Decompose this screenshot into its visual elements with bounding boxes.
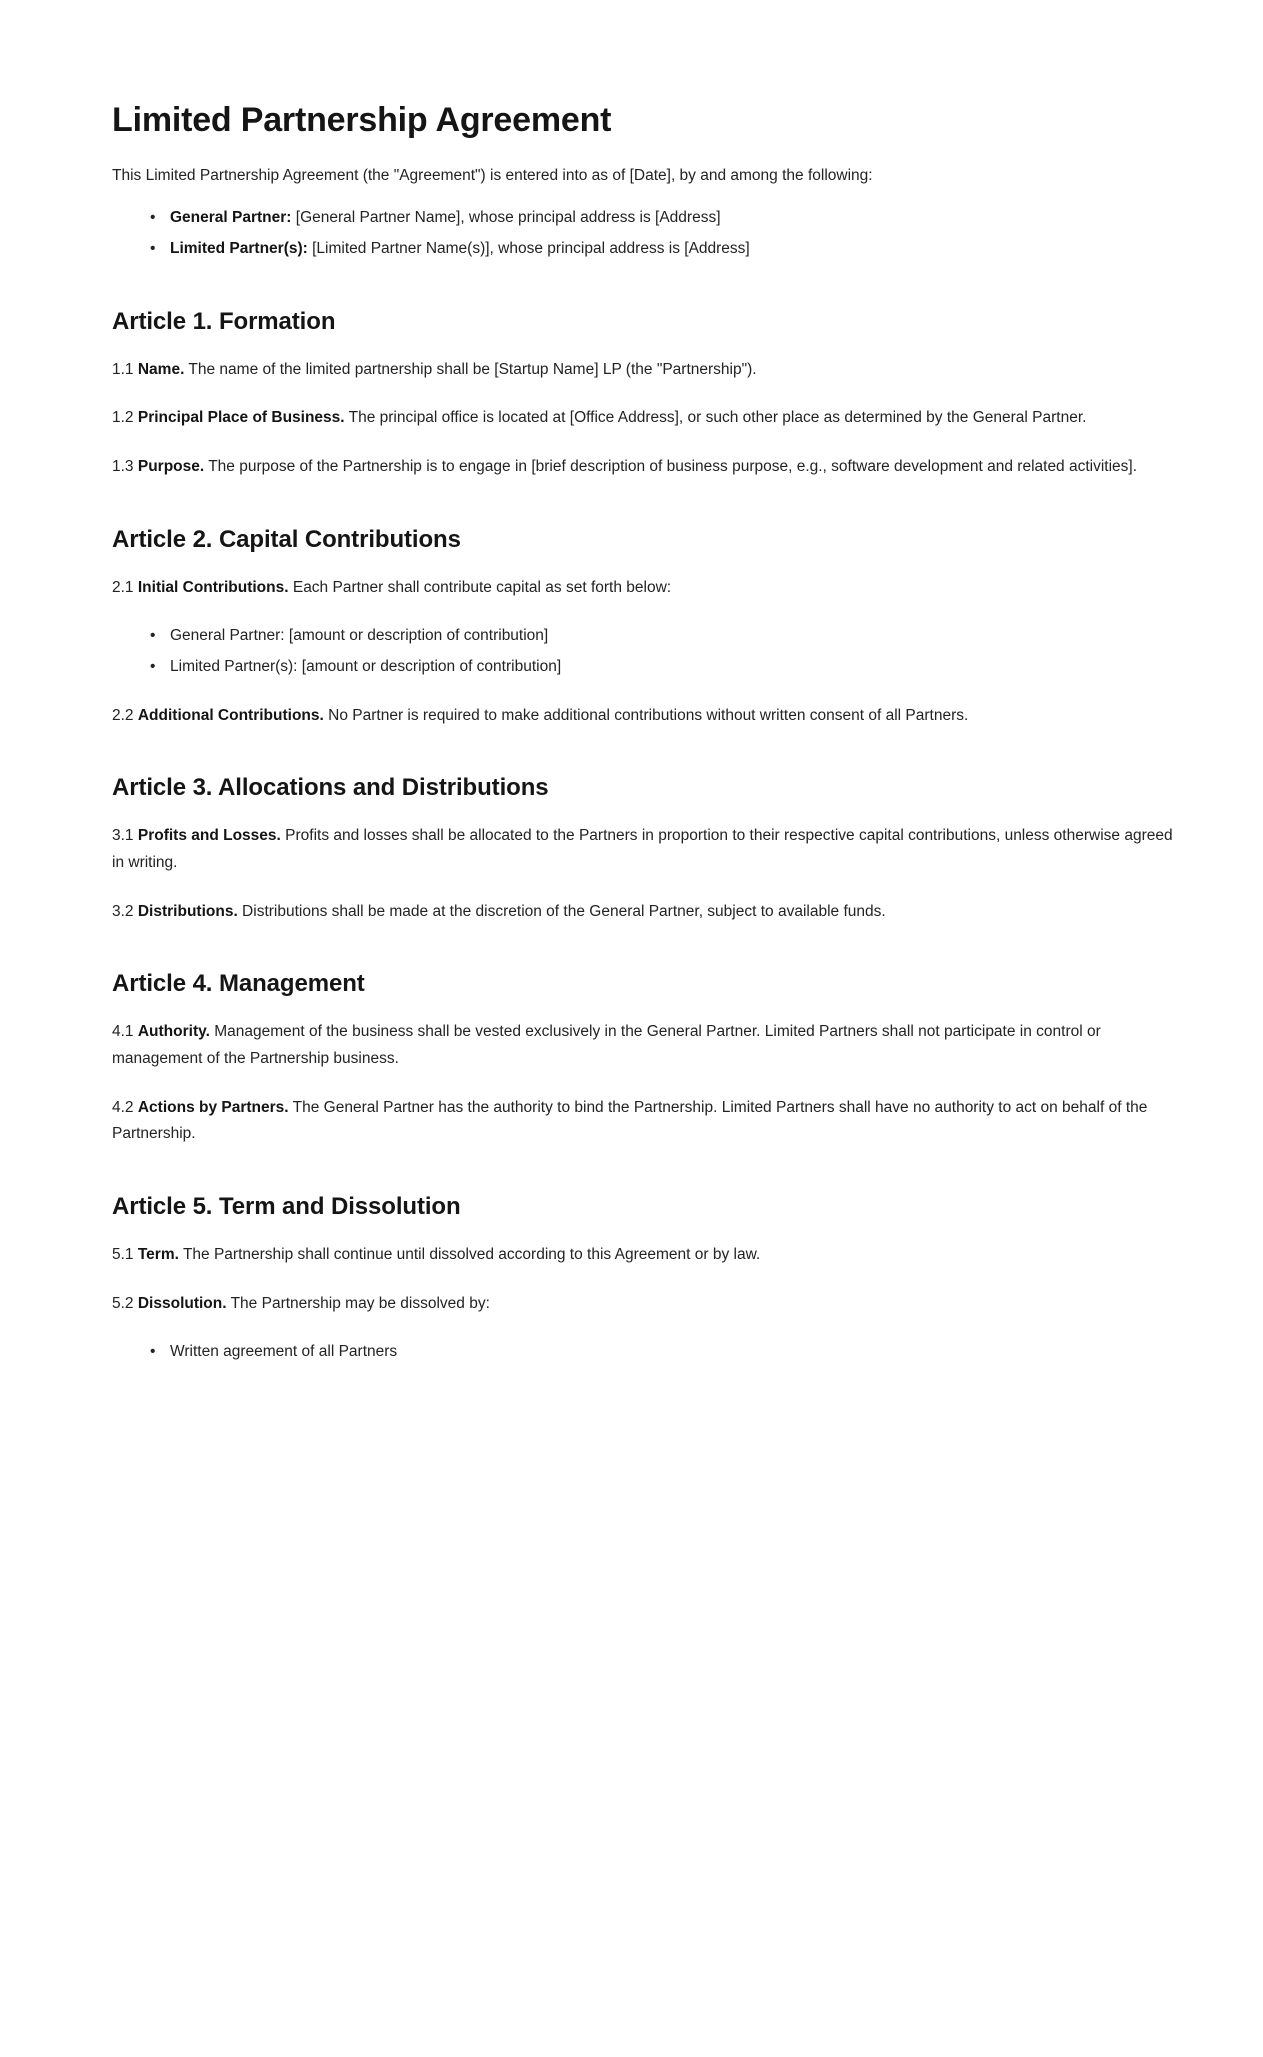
section-label: Profits and Losses. <box>137 827 281 845</box>
section-label: Principal Place of Business. <box>137 409 345 427</box>
contributions-list <box>112 623 1175 680</box>
section-text: The Partnership may be dissolved by: <box>226 1294 490 1312</box>
section-label: Dissolution. <box>137 1294 227 1312</box>
section-label: Purpose. <box>137 458 205 476</box>
document-body <box>112 100 1175 1366</box>
section-number: 5.2 <box>112 1294 138 1312</box>
section-number: 2.1 <box>112 578 138 596</box>
section-label: Term. <box>137 1245 179 1263</box>
intro-paragraph: This Limited Partnership Agreement (the "Agreement") is entered into as of [Date], by and among the following: <box>112 166 873 184</box>
section-text: Each Partner shall contribute capital as set forth below: <box>288 578 672 596</box>
section-text: Profits and losses shall be allocated to the Partners in proportion to their respective capital contributions, unless otherwise agreed in writing. <box>112 827 1173 872</box>
list-item: • Written agreement of all Partners <box>170 1339 1175 1366</box>
page-title: Limited Partnership Agreement <box>112 101 612 139</box>
section-4-2 <box>112 1095 1175 1148</box>
section-text: The purpose of the Partnership is to engage in [brief description of business purpose, e.g., software development and related activities]. <box>204 458 1138 476</box>
section-number: 5.1 <box>112 1245 138 1263</box>
section-label: Distributions. <box>137 902 238 920</box>
section-text: The name of the limited partnership shall be [Startup Name] LP (the "Partnership"). <box>184 360 757 378</box>
section-number: 3.1 <box>112 827 138 845</box>
party-label: General Partner: <box>170 209 292 227</box>
section-text: Distributions shall be made at the discretion of the General Partner, subject to available funds. <box>237 902 886 920</box>
article-heading-4: Article 4. Management <box>112 970 365 998</box>
section-number: 1.1 <box>112 360 138 378</box>
section-5-2 <box>112 1291 1175 1318</box>
list-item <box>170 236 1175 263</box>
section-text: No Partner is required to make additional contributions without written consent of all Partners. <box>323 706 969 724</box>
section-1-2 <box>112 405 1175 432</box>
section-3-2 <box>112 899 1175 926</box>
article-heading-3: Article 3. Allocations and Distributions <box>112 774 549 802</box>
section-label: Actions by Partners. <box>137 1098 289 1116</box>
section-number: 1.3 <box>112 458 138 476</box>
section-number: 4.2 <box>112 1098 138 1116</box>
article-heading-1: Article 1. Formation <box>112 307 336 335</box>
party-label: Limited Partner(s): <box>170 240 308 258</box>
section-text: The Partnership shall continue until dissolved according to this Agreement or by law. <box>178 1245 761 1263</box>
section-label: Initial Contributions. <box>137 578 289 596</box>
section-text: Management of the business shall be vested exclusively in the General Partner. Limited Partners shall not participate in control or management of the Partnership business. <box>112 1023 1101 1067</box>
section-number: 1.2 <box>112 409 138 427</box>
section-1-3 <box>112 454 1175 481</box>
section-number: 2.2 <box>112 706 138 724</box>
section-5-1 <box>112 1242 1175 1269</box>
article-heading-5: Article 5. Term and Dissolution <box>112 1192 461 1220</box>
section-2-1 <box>112 575 1175 602</box>
party-text: [General Partner Name], whose principal address is [Address] <box>291 209 721 227</box>
section-3-1 <box>112 823 1175 876</box>
section-4-1 <box>112 1019 1175 1072</box>
section-1-1 <box>112 357 1175 384</box>
party-text: [Limited Partner Name(s)], whose principal address is [Address] <box>307 240 750 258</box>
list-item: • General Partner: [amount or description of contribution] <box>170 623 1175 650</box>
article-heading-2: Article 2. Capital Contributions <box>112 525 461 553</box>
parties-list <box>112 205 1175 262</box>
section-text: The General Partner has the authority to bind the Partnership. Limited Partners shall have no authority to act on behalf of the Partnership. <box>112 1098 1148 1143</box>
section-label: Authority. <box>137 1023 210 1041</box>
dissolution-list <box>112 1339 1175 1366</box>
list-item: • Limited Partner(s): [amount or description of contribution] <box>170 654 1175 681</box>
section-2-2 <box>112 703 1175 730</box>
list-item <box>170 205 1175 232</box>
section-label: Additional Contributions. <box>137 706 324 724</box>
section-text: The principal office is located at [Office Address], or such other place as determined by the General Partner. <box>344 409 1087 427</box>
section-number: 4.1 <box>112 1023 138 1041</box>
section-number: 3.2 <box>112 902 138 920</box>
section-label: Name. <box>137 360 185 378</box>
